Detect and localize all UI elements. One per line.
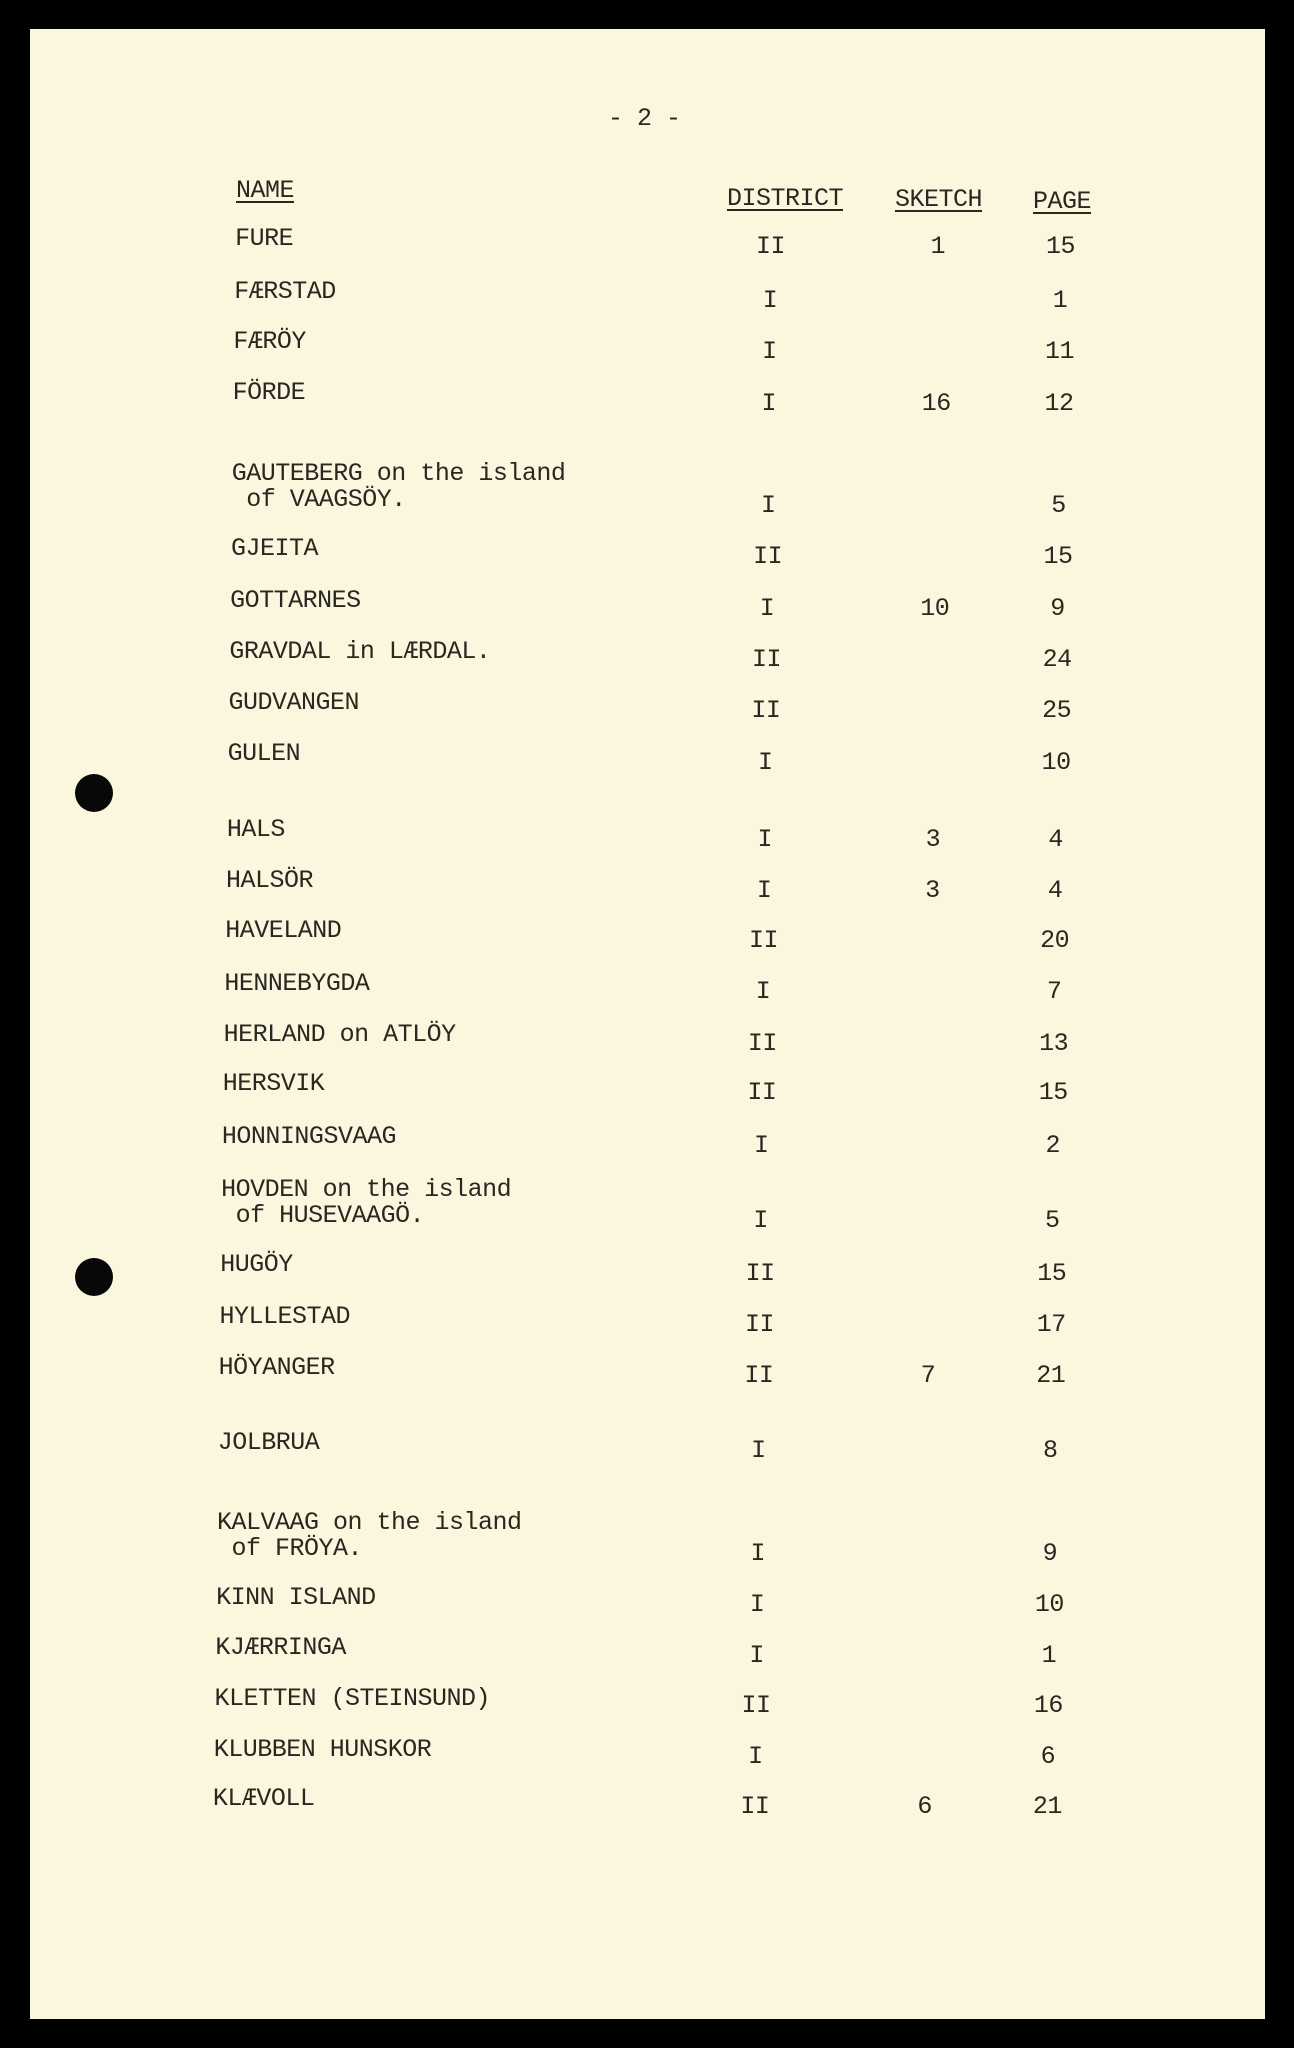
- header-name: NAME: [236, 176, 295, 205]
- sketch-value: 3: [925, 875, 940, 905]
- district-value: I: [753, 1206, 768, 1236]
- district-value: II: [741, 1690, 771, 1720]
- district-value: II: [744, 1360, 774, 1390]
- page-value: 5: [1051, 490, 1066, 520]
- place-name: KINN ISLAND: [216, 1582, 376, 1612]
- district-value: I: [760, 490, 776, 520]
- place-name: FÖRDE: [232, 378, 306, 408]
- page-value: 8: [1043, 1436, 1058, 1466]
- district-value: I: [750, 1539, 766, 1569]
- place-name: FURE: [235, 224, 294, 254]
- place-name: GJEITA: [230, 533, 318, 563]
- place-name: FÆRÖY: [233, 327, 306, 357]
- place-name: HOVDEN on the island of HUSEVAAGÖ.: [221, 1175, 512, 1231]
- place-name: HERLAND on ATLÖY: [223, 1019, 456, 1049]
- district-value: I: [749, 1641, 764, 1671]
- page-value: 21: [1036, 1360, 1066, 1390]
- district-value: II: [747, 1028, 777, 1058]
- page-value: 4: [1048, 825, 1063, 855]
- district-value: I: [756, 875, 772, 905]
- place-name: HAVELAND: [225, 916, 342, 946]
- page-value: 15: [1038, 1078, 1068, 1108]
- page-value: 16: [1033, 1690, 1063, 1720]
- page-value: 15: [1045, 232, 1075, 262]
- district-value: I: [761, 388, 777, 418]
- page-value: 15: [1043, 541, 1073, 571]
- place-name: HUGÖY: [220, 1249, 293, 1279]
- sketch-value: 7: [920, 1360, 936, 1390]
- place-name: HENNEBYGDA: [224, 968, 370, 998]
- page-value: 21: [1032, 1791, 1062, 1821]
- sketch-value: 1: [930, 232, 945, 262]
- place-name: HALSÖR: [226, 865, 314, 895]
- header-district: DISTRICT: [727, 184, 844, 213]
- page-value: 2: [1045, 1130, 1060, 1160]
- district-value: II: [749, 925, 779, 955]
- punch-hole: [75, 1258, 113, 1296]
- place-name: GRAVDAL in LÆRDAL.: [229, 637, 491, 666]
- district-value: II: [756, 232, 786, 262]
- place-name: HYLLESTAD: [219, 1301, 350, 1331]
- place-name: HALS: [226, 814, 285, 844]
- page-value: 17: [1036, 1309, 1066, 1339]
- district-value: I: [762, 285, 778, 315]
- page-value: 1: [1041, 1641, 1057, 1671]
- page-value: 15: [1037, 1258, 1067, 1288]
- place-name: HERSVIK: [222, 1069, 325, 1099]
- page-number: - 2 -: [608, 104, 681, 133]
- page-value: 9: [1050, 593, 1065, 623]
- page-value: 10: [1041, 748, 1071, 777]
- header-page: PAGE: [1033, 187, 1092, 216]
- district-value: I: [749, 1590, 765, 1620]
- district-value: II: [747, 1078, 777, 1108]
- district-value: II: [751, 695, 781, 725]
- place-name: GOTTARNES: [230, 586, 361, 616]
- sketch-value: 10: [920, 593, 950, 623]
- page-value: 13: [1039, 1028, 1069, 1058]
- place-name: GAUTEBERG on the island of VAAGSÖY.: [231, 459, 566, 515]
- district-value: II: [740, 1791, 770, 1821]
- page-value: 7: [1046, 976, 1062, 1006]
- district-value: I: [757, 825, 772, 855]
- place-name: HÖYANGER: [218, 1352, 335, 1382]
- sketch-value: 3: [925, 825, 941, 855]
- page-value: 1: [1052, 285, 1068, 315]
- district-value: I: [751, 1436, 766, 1466]
- district-value: I: [758, 748, 773, 777]
- place-name: HONNINGSVAAG: [221, 1121, 396, 1151]
- sketch-value: 6: [917, 1791, 932, 1821]
- page-value: 5: [1044, 1206, 1060, 1236]
- place-name: KLETTEN (STEINSUND): [214, 1684, 491, 1714]
- place-name: GUDVANGEN: [228, 687, 360, 717]
- district-value: I: [753, 1130, 769, 1160]
- page-value: 4: [1047, 875, 1063, 905]
- punch-hole: [75, 774, 113, 812]
- page-value: 24: [1042, 644, 1072, 674]
- page-value: 6: [1040, 1741, 1056, 1771]
- place-name: JOLBRUA: [217, 1428, 320, 1458]
- header-sketch: SKETCH: [895, 185, 983, 214]
- place-name: KALVAAG on the island of FRÖYA.: [216, 1508, 522, 1564]
- sketch-value: 16: [921, 388, 951, 418]
- district-value: I: [762, 336, 777, 366]
- place-name: KJÆRRINGA: [215, 1633, 346, 1663]
- document-page: [30, 29, 1265, 2019]
- district-value: II: [751, 644, 781, 674]
- page-value: 10: [1034, 1590, 1064, 1620]
- district-value: I: [759, 593, 775, 623]
- place-name: GULEN: [227, 738, 301, 768]
- place-name: KLÆVOLL: [212, 1783, 315, 1813]
- page-value: 9: [1042, 1539, 1058, 1569]
- district-value: II: [753, 541, 783, 571]
- page-value: 12: [1044, 388, 1074, 418]
- district-value: II: [745, 1258, 775, 1288]
- place-name: FÆRSTAD: [234, 276, 336, 306]
- page-value: 20: [1040, 925, 1070, 955]
- district-value: II: [744, 1309, 774, 1339]
- district-value: I: [748, 1741, 763, 1771]
- district-value: I: [755, 976, 771, 1006]
- page-value: 25: [1042, 695, 1072, 725]
- page-value: 11: [1044, 336, 1074, 366]
- place-name: KLUBBEN HUNSKOR: [213, 1735, 432, 1765]
